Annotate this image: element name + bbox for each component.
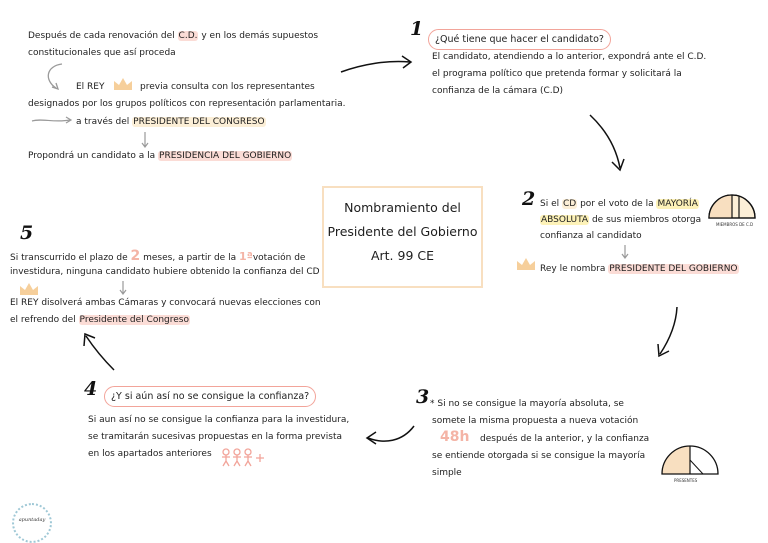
arrow-down-icon bbox=[620, 244, 630, 260]
flow-arrow-3 bbox=[652, 304, 682, 360]
intro-line-3-rest: previa consulta con los representantes bbox=[140, 82, 315, 92]
arrow-down-icon bbox=[140, 131, 150, 149]
step-4-line-2: se tramitarán sucesivas propuestas en la forma prevista bbox=[88, 432, 342, 442]
intro-line-1: Después de cada renovación del C.D. y en los demás supuestos bbox=[28, 31, 319, 41]
step-4-line-3: en los apartados anteriores bbox=[88, 449, 212, 459]
step-4-question: ¿Y si aún así no se consigue la confianza? bbox=[104, 386, 316, 407]
title-line-2: Presidente del Gobierno bbox=[327, 224, 478, 239]
crown-icon bbox=[515, 256, 537, 272]
step-4-line-1: Si aun así no se consigue la confianza para la investidura, bbox=[88, 415, 350, 425]
intro-line-2: constitucionales que así proceda bbox=[28, 48, 176, 58]
step-3-line-5: simple bbox=[432, 468, 462, 478]
curved-arrow-icon bbox=[42, 60, 70, 94]
step-1-line-1: El candidato, atendiendo a lo anterior, expondrá ante el C.D. bbox=[432, 52, 707, 62]
step-1-line-2: el programa político que pretenda formar y solicitará la bbox=[432, 69, 682, 79]
half-circle-majority-chart bbox=[706, 190, 758, 224]
intro-line-6: Propondrá un candidato a la PRESIDENCIA DEL GOBIERNO bbox=[28, 151, 292, 161]
crown-icon bbox=[112, 76, 134, 92]
flow-arrow-5 bbox=[80, 330, 120, 374]
step-5-line-4: el refrendo del Presidente del Congreso bbox=[10, 315, 189, 325]
step-3-big-48h: 48h bbox=[440, 429, 470, 445]
people-plus-icon bbox=[220, 448, 268, 468]
step-3-line-1: * Si no se consigue la mayoría absoluta, se bbox=[430, 399, 624, 409]
step-5-line-2: investidura, ninguna candidato hubiere obtenido la confianza del CD bbox=[10, 267, 320, 277]
half-circle-simple-chart bbox=[658, 440, 722, 480]
step-2-number: 2 bbox=[522, 188, 536, 210]
step-3-line-3: después de la anterior, y la confianza bbox=[480, 434, 650, 444]
majority-chart-label: MIEMBROS DE C.D bbox=[716, 222, 754, 227]
title-box bbox=[322, 186, 483, 288]
step-5-line-3: El REY disolverá ambas Cámaras y convocará nuevas elecciones con bbox=[10, 298, 321, 308]
intro-line-3-rey: El REY bbox=[76, 82, 105, 92]
step-1-number: 1 bbox=[410, 18, 424, 40]
step-3-line-4: se entiende otorgada si se consigue la mayoría bbox=[432, 451, 646, 461]
title-line-1: Nombramiento del bbox=[344, 200, 461, 215]
flow-arrow-4 bbox=[362, 416, 418, 450]
apuntaday-logo bbox=[12, 503, 52, 543]
step-2-line-4: Rey le nombra PRESIDENTE DEL GOBIERNO bbox=[540, 264, 738, 274]
step-1-question: ¿Qué tiene que hacer el candidato? bbox=[428, 29, 611, 50]
intro-line-5: a través del PRESIDENTE DEL CONGRESO bbox=[76, 117, 265, 127]
step-3-line-2: somete la misma propuesta a nueva votación bbox=[432, 416, 639, 426]
logo-text: apuntaday bbox=[18, 517, 46, 523]
step-1-line-3: confianza de la cámara (C.D) bbox=[432, 86, 564, 96]
step-2-line-2: ABSOLUTA de sus miembros otorga bbox=[541, 215, 702, 225]
simple-chart-label: PRESENTES bbox=[674, 478, 698, 483]
step-3-number: 3 bbox=[416, 386, 430, 408]
step-2-line-3: confianza al candidato bbox=[540, 231, 642, 241]
step-2-line-1: Si el CD por el voto de la MAYORÍA bbox=[540, 199, 698, 209]
arrow-right-icon bbox=[30, 116, 74, 126]
title-line-3: Art. 99 CE bbox=[370, 248, 435, 263]
step-4-number: 4 bbox=[84, 378, 98, 400]
step-5-number: 5 bbox=[20, 222, 34, 244]
arrow-down-icon bbox=[118, 280, 128, 296]
step-5-line-1: Si transcurrido el plazo de 2 meses, a partir de la 1ªvotación de bbox=[10, 248, 306, 264]
flow-arrow-2 bbox=[586, 112, 630, 174]
intro-line-4: designados por los grupos políticos con representación parlamentaria. bbox=[28, 99, 346, 109]
flow-arrow-1 bbox=[338, 52, 414, 78]
